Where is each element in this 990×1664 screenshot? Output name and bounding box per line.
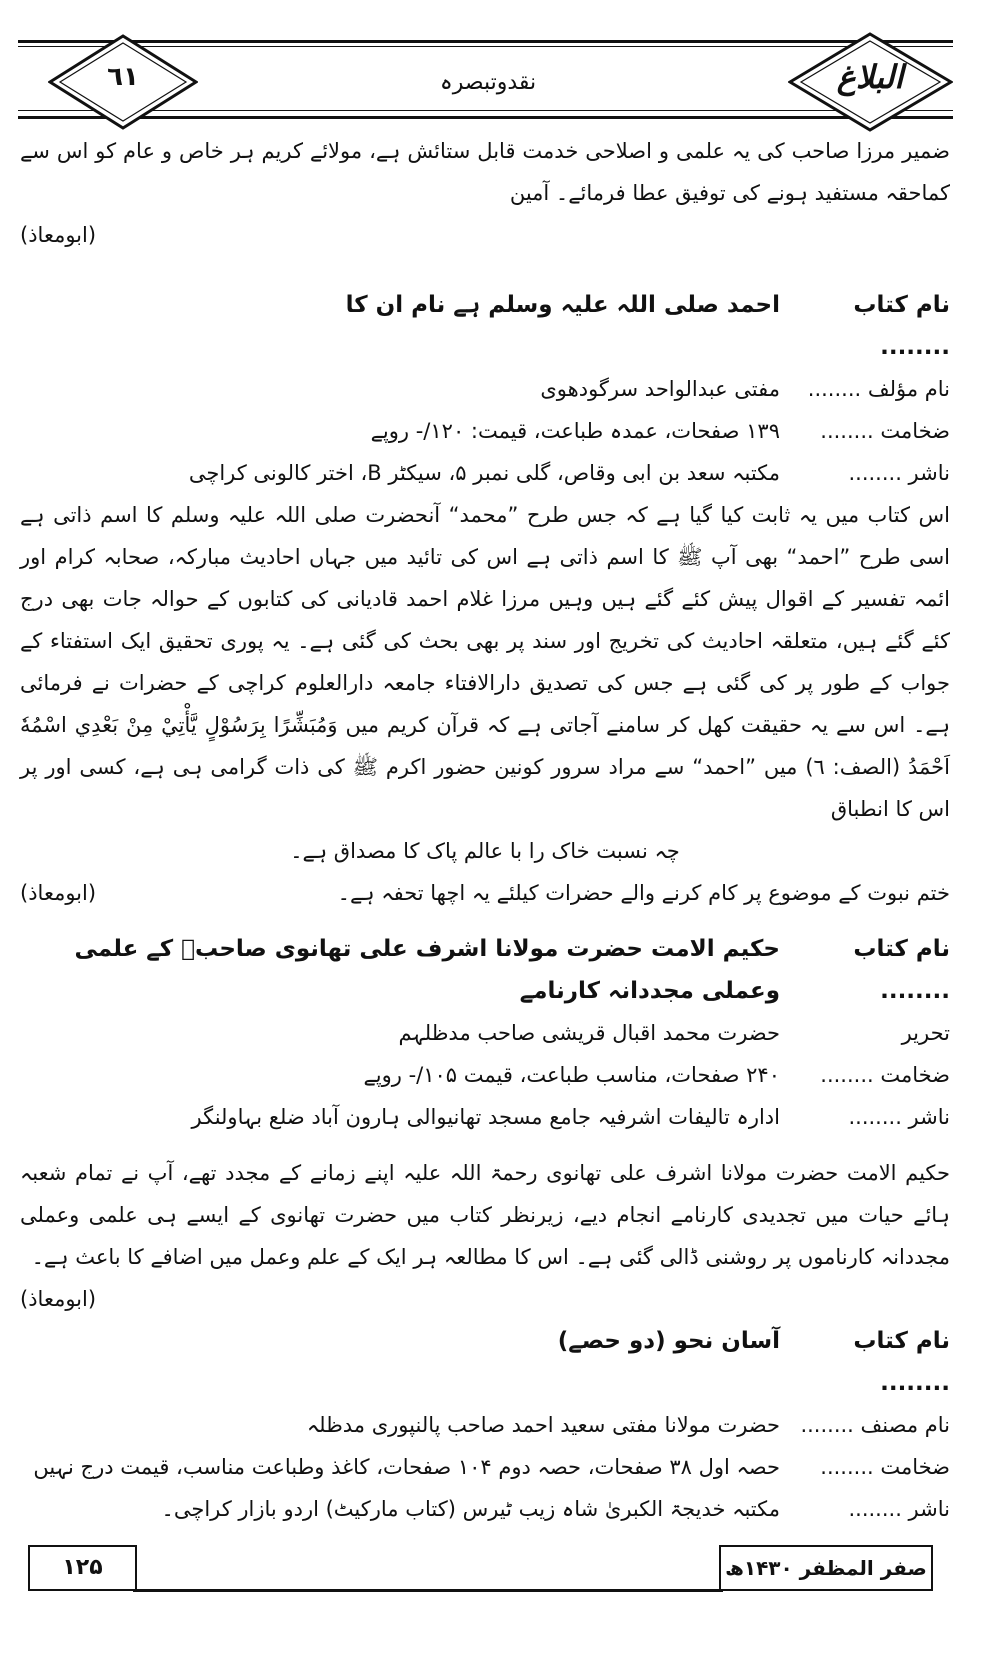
page-number-bottom: ۱۲۵ (28, 1545, 137, 1591)
review2-size-row (20, 410, 950, 452)
page-number-top: ٦١ (107, 62, 139, 92)
review3-book-title: حکیم الامت حضرت مولانا اشرف علی تھانوی صاحبؒ کے علمی وعملی مجددانہ کارنامے (74, 936, 780, 1004)
review2-book-label: نام کتاب ........ (853, 292, 950, 360)
review2-size-label: ضخامت ........ (820, 419, 950, 443)
page-footer (18, 1545, 953, 1615)
footer-rule (133, 1589, 723, 1592)
review4-publisher: مکتبہ خدیجۃ الکبریٰ شاہ زیب ٹیرس (کتاب مارکیٹ) اردو بازار کراچی۔ (161, 1497, 780, 1521)
review3-publisher: ادارہ تالیفات اشرفیہ جامع مسجد تھانیوالی ہارون آباد ضلع بہاولنگر (191, 1105, 780, 1129)
review2-last-line: ختم نبوت کے موضوع پر کام کرنے والے حضرات کیلئے یہ اچھا تحفہ ہے۔ (337, 881, 950, 905)
review2-publisher: مکتبہ سعد بن ابی وقاص، گلی نمبر ۵، سیکٹر B، اختر کالونی کراچی (188, 461, 780, 485)
review3-book-row (20, 928, 950, 1012)
review4-size: حصہ اول ۳۸ صفحات، حصہ دوم ۱۰۴ صفحات، کاغذ وطباعت مناسب، قیمت درج نہیں (33, 1455, 780, 1479)
review2-closing-line: چہ نسبت خاک را با عالم پاک کا مصداق ہے۔ (290, 839, 680, 863)
page-content (20, 130, 950, 1545)
review2-last-row (20, 872, 950, 914)
review3-publisher-label: ناشر ........ (848, 1105, 950, 1129)
review3-writer: حضرت محمد اقبال قریشی صاحب مدظلہم (398, 1021, 780, 1045)
review3-writer-label: تحریر (901, 1021, 950, 1045)
review3-signature: (ابومعاذ) (20, 1287, 97, 1311)
review1-body: ضمیر مرزا صاحب کی یہ علمی و اصلاحی خدمت قابل ستائش ہے، مولائے کریم ہر خاص و عام کو اس سے کماحقہ مستفید ہونے کی توفیق عطا فرمائے۔ آمین (20, 139, 950, 205)
review3-writer-row (20, 1012, 950, 1054)
review4-author: حضرت مولانا مفتی سعید احمد صاحب پالنپوری مدظلہ (306, 1413, 780, 1437)
review2-book-row (20, 284, 950, 368)
review4-book-title: آسان نحو (دو حصے) (557, 1328, 780, 1354)
review3-publisher-row (20, 1096, 950, 1138)
review2-size: ۱۳۹ صفحات، عمدہ طباعت، قیمت: ۱۲۰/- روپے (370, 419, 780, 443)
section-title: نقدوتبصرہ (439, 70, 537, 95)
review4-publisher-row (20, 1488, 950, 1530)
review2-author: مفتی عبدالواحد سرگودھوی (540, 377, 780, 401)
review2-signature: (ابومعاذ) (20, 881, 97, 905)
review2-body: اس کتاب میں یہ ثابت کیا گیا ہے کہ جس طرح ”محمد“ آنحضرت صلی اللہ علیہ وسلم کا اسم ذاتی ہے اسی طرح ”احمد“ بھی آپ ﷺ کا اسم ذاتی ہے اس کی تائید میں جہاں احادیث مبارکہ، صحابہ کرام اور ائمہ تفسیر کے اقوال پیش کئے گئے ہیں وہیں مرزا غلام احمد قادیانی کی کتابوں کے حوالہ جات بھی درج کئے گئے ہیں، متعلقہ احادیث کی تخریج اور سند پر بھی بحث کی گئی ہے۔ یہ پوری تحقیق ایک استفتاء کے جواب کے طور پر کی گئی ہے جس کی تصدیق دارالافتاء جامعہ دارالعلوم کراچی کے حضرات نے فرمائی ہے۔ اس سے یہ حقیقت کھل کر سامنے آجاتی ہے کہ قرآن کریم میں وَمُبَشِّرًا بِرَسُوْلٍ يَّأْتِيْ مِنْ بَعْدِي اسْمُهٗ اَحْمَدُ (الصف: ٦) میں ”احمد“ سے مراد سرور کونین حضور اکرم ﷺ کی ذات گرامی ہی ہے، کسی اور پر اس کا انطباق (20, 503, 950, 821)
page-header (18, 28, 953, 138)
review3-book-label: نام کتاب ........ (853, 936, 950, 1004)
review4-book-label: نام کتاب ........ (853, 1328, 950, 1396)
magazine-logo: البلاغ (836, 58, 904, 96)
review3-size: ۲۴۰ صفحات، مناسب طباعت، قیمت ۱۰۵/- روپے (363, 1063, 780, 1087)
review4-size-row (20, 1446, 950, 1488)
review2-author-label: نام مؤلف ........ (807, 377, 950, 401)
review4-publisher-label: ناشر ........ (848, 1497, 950, 1521)
review2-book-title: احمد صلی اللہ علیہ وسلم ہے نام ان کا (345, 292, 780, 318)
review3-size-row (20, 1054, 950, 1096)
review4-author-label: نام مصنف ........ (800, 1413, 950, 1437)
review4-book-row (20, 1320, 950, 1404)
review2-publisher-label: ناشر ........ (848, 461, 950, 485)
review4-size-label: ضخامت ........ (820, 1455, 950, 1479)
review2-publisher-row (20, 452, 950, 494)
review4-author-row (20, 1404, 950, 1446)
review2-author-row (20, 368, 950, 410)
review3-size-label: ضخامت ........ (820, 1063, 950, 1087)
review1-signature: (ابومعاذ) (20, 223, 97, 247)
issue-date: صفر المظفر ۱۴۳۰ھ (719, 1545, 933, 1591)
review3-body: حکیم الامت حضرت مولانا اشرف علی تھانوی رحمۃ اللہ علیہ اپنے زمانے کے مجدد تھے، آپ نے تمام شعبہ ہائے حیات میں تجدیدی کارنامے انجام دیے، زیرنظر کتاب میں حضرت تھانوی کے ایسے ہی علمی وعملی مجددانہ کارناموں پر روشنی ڈالی گئی ہے۔ اس کا مطالعہ ہر ایک کے علم وعمل میں اضافے کا باعث ہے۔ (20, 1161, 950, 1269)
